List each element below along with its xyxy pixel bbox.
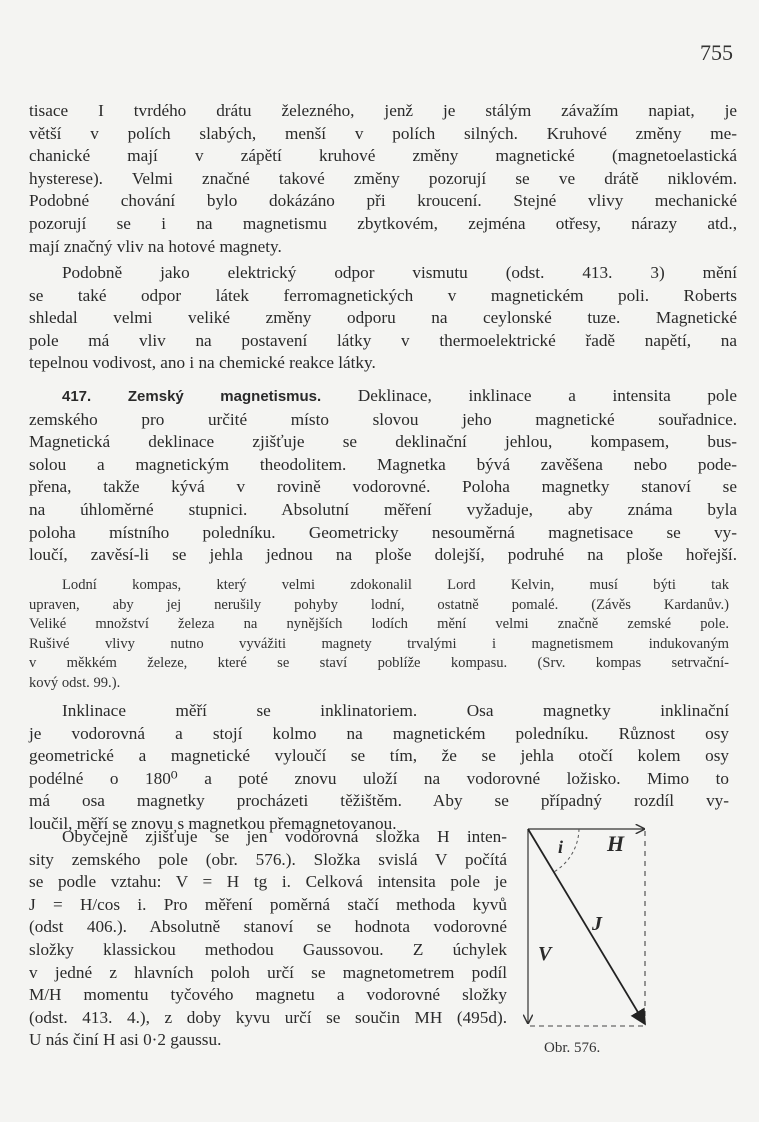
field-components-diagram <box>522 823 650 1033</box>
paragraph-horizontal-component <box>29 826 507 1052</box>
text-line: v jedné z hlavních poloh určí se magnetometrem podíl <box>29 962 507 982</box>
text-line: se také odpor látek ferromagnetických v magnetickém poli. Roberts <box>29 285 737 305</box>
label-i: i <box>558 837 564 857</box>
text-line: Podobné chování bylo dokázáno při kroucení. Stejné vlivy mechanické <box>29 191 737 211</box>
text-line: na úhloměrné stupnici. Absolutní měření vyžaduje, aby známa byla <box>29 499 737 519</box>
text-line: pozorují se i na magnetismu zbytkovém, zejména otřesy, nárazy atd., <box>29 213 737 233</box>
figure-576-vector-diagram <box>522 823 650 1033</box>
text-line: sity zemského pole (obr. 576.). Složka svislá V počítá <box>29 849 507 869</box>
section-417 <box>29 385 737 567</box>
label-J: J <box>592 913 602 935</box>
text-line: hysterese). Velmi značné takové změny pozorují se ve drátě niklovém. <box>29 168 737 188</box>
paragraph-1 <box>29 100 737 258</box>
text-line: tepelnou vodivost, ano i na chemické reakce látky. <box>29 353 376 373</box>
text-line: se podle vztahu: V = H tg i. Celková intensita pole je <box>29 872 507 892</box>
small-print-note <box>29 576 729 693</box>
page-number: 755 <box>700 40 733 65</box>
paragraph-inklinace <box>29 700 729 836</box>
text-line: složky klassickou methodou Gaussovou. Z úchylek <box>29 939 507 959</box>
text-line: mají značný vliv na hotové magnety. <box>29 236 282 256</box>
text-line: shledal velmi veliké změny odporu na ceylonské tuze. Magnetické <box>29 308 737 328</box>
label-V: V <box>538 943 552 965</box>
label-H: H <box>607 831 625 856</box>
text-line: loučil, měří se znovu s magnetkou přemagnetovanou. <box>29 813 397 833</box>
text-line: (odst. 413. 4.), z doby kyvu určí se součin MH (495d). <box>29 1007 507 1027</box>
paragraph-2 <box>29 262 737 375</box>
text-line: chanické mají v zápětí kruhové změny magnetické (magnetoelastická <box>29 146 737 166</box>
text-line: loučí, zavěsí-li se jehla jednou na ploše dolejší, podruhé na ploše hořejší. <box>29 545 737 565</box>
figure-caption: Obr. 576. <box>544 1040 601 1056</box>
text-line: M/H momentu tyčového magnetu a vodorovné složky <box>29 985 507 1005</box>
text-line: v měkkém železe, které se staví poblíže kompasu. (Srv. kompas setrvační- <box>29 655 729 671</box>
text-line: geometrické a magnetické vyloučí se tím, že se jehla otočí kolem osy <box>29 746 729 766</box>
text-line: poloha místního poledníku. Geometricky nesouměrná magnetisace se vy- <box>29 522 737 542</box>
text-line: Veliké množství železa na nynějších lodích mění velmi značně zemské pole. <box>29 616 729 632</box>
text-line: Inklinace měří se inklinatoriem. Osa magnetky inklinační <box>62 701 729 720</box>
text-line: upraven, aby jej nerušily pohyby lodní, ostatně pomalé. (Závěs Kardanův.) <box>29 596 729 613</box>
text-line: J = H/cos i. Pro měření poměrná stačí methoda kyvů <box>29 894 507 914</box>
text-line: tisace I tvrdého drátu železného, jenž je stálým závažím napiat, je <box>29 101 737 120</box>
text-line: Rušivé vlivy nutno vyvážiti magnety trvalými i magnetismem indukovaným <box>29 635 729 652</box>
text-line: Podobně jako elektrický odpor vismutu (odst. 413. 3) mění <box>62 263 737 282</box>
text-line: kový odst. 99.). <box>29 674 121 691</box>
section-heading-line <box>29 385 737 409</box>
section-title: Zemský magnetismus. <box>127 388 322 405</box>
text-line: přena, takže kývá v rovině vodorovné. Poloha magnetky stanoví se <box>29 477 737 497</box>
text-line: podélné o 180⁰ a poté znovu uloží na vodorovné ložisko. Mimo to <box>29 768 729 788</box>
text-line: je vodorovná a stojí kolmo na magnetickém poledníku. Různost osy <box>29 723 729 743</box>
text-line: solou a magnetickým theodolitem. Magnetka bývá zavěšena nebo pode- <box>29 454 737 474</box>
text-line: má osa magnetky procházeti těžištěm. Aby se případný rozdíl vy- <box>29 791 729 811</box>
text-line: (odst 406.). Absolutně stanoví se hodnota vodorovné <box>29 917 507 937</box>
section-number: 417. <box>62 388 92 405</box>
text-line: Magnetická deklinace zjišťuje se deklinační jehlou, kompasem, bus- <box>29 432 737 452</box>
text-line: Obyčejně zjišťuje se jen vodorovná složka H inten- <box>62 827 507 846</box>
text-line: U nás činí H asi 0·2 gaussu. <box>29 1030 222 1050</box>
text-line: pole má vliv na postavení látky v thermoelektrické řadě napětí, na <box>29 330 737 350</box>
text-line: zemského pro určité místo slovou jeho magnetické souřadnice. <box>29 409 737 429</box>
text-line: Deklinace, inklinace a intensita pole <box>357 386 738 405</box>
text-line: Lodní kompas, který velmi zdokonalil Lord Kelvin, musí býti tak <box>62 577 729 593</box>
text-line: větší v polích slabých, menší v polích silných. Kruhové změny me- <box>29 123 737 143</box>
